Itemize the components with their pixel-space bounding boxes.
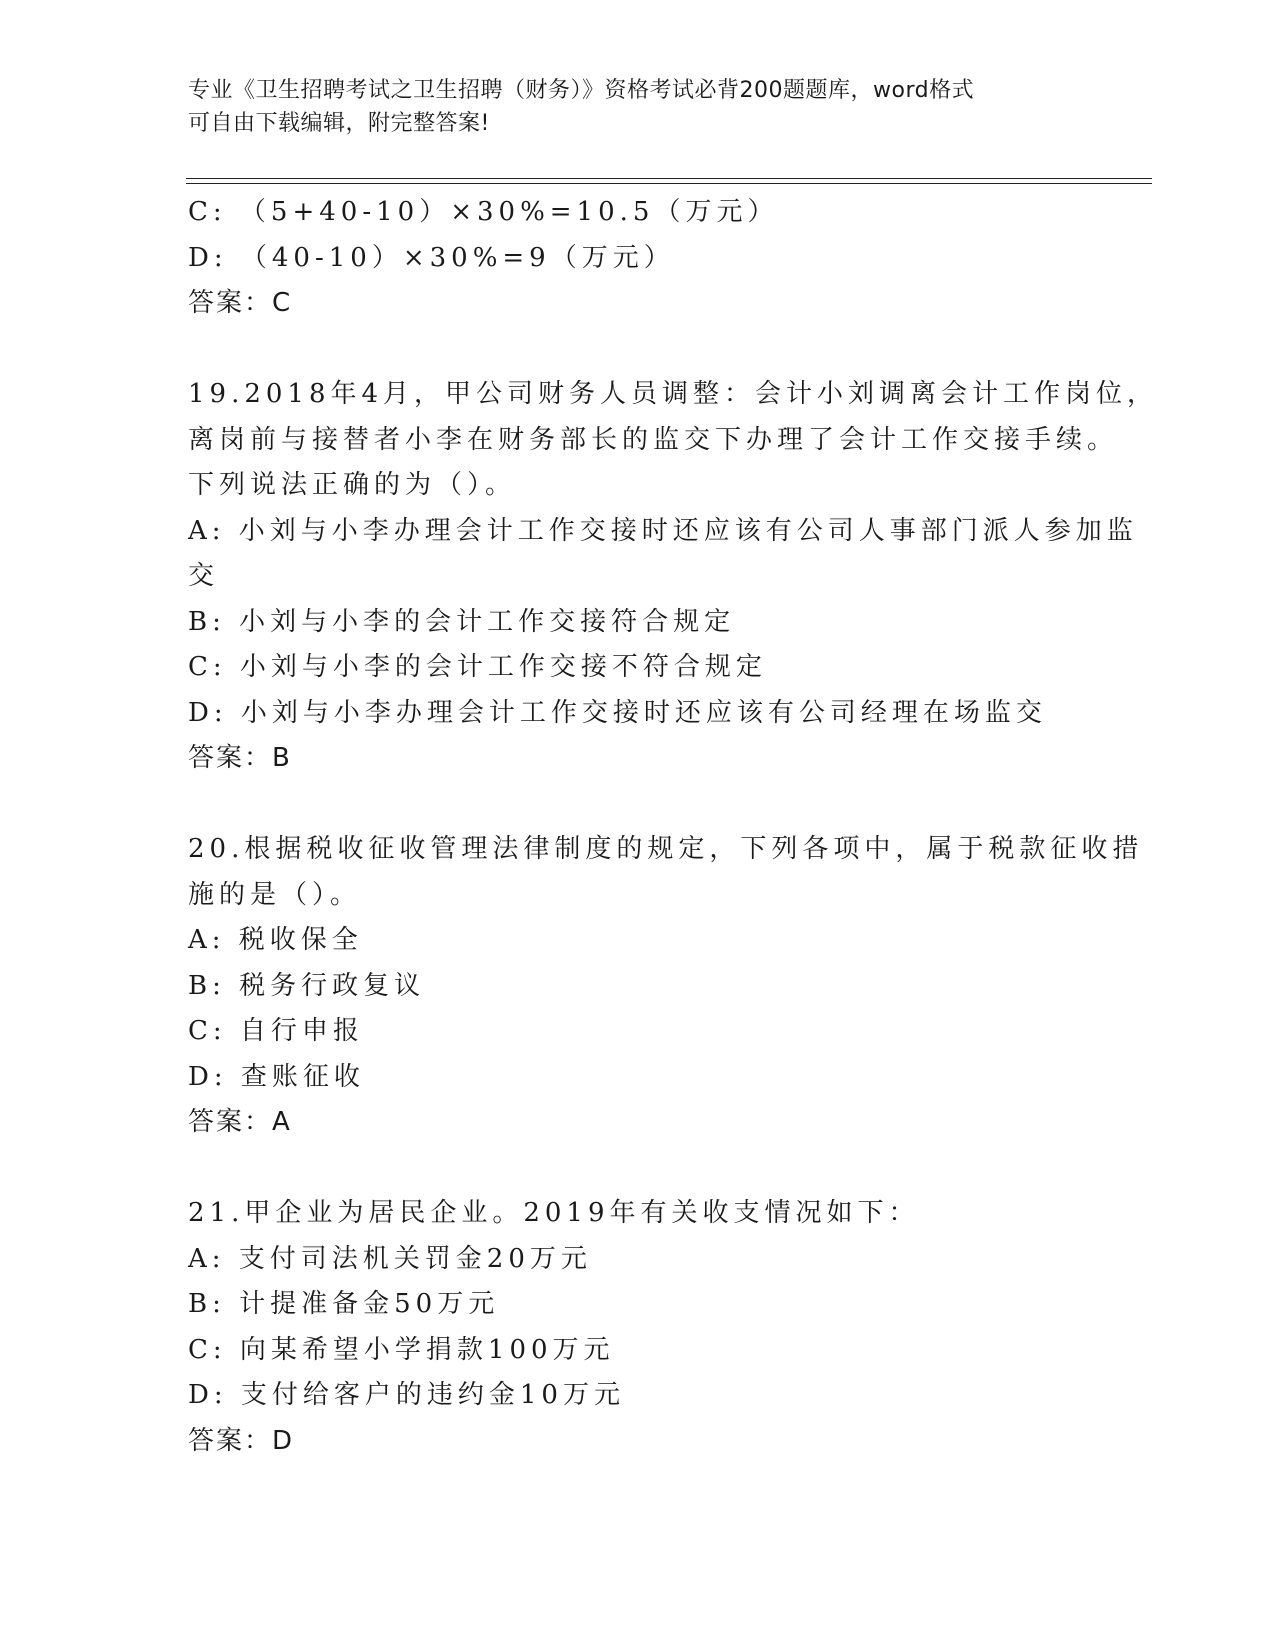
answer-label: 答案：C [188, 288, 293, 318]
answer-label: 答案：D [188, 1425, 295, 1456]
question-stem-line: 施的是（）。 [188, 879, 362, 910]
header-line-1: 专业《卫生招聘考试之卫生招聘（财务）》资格考试必背200题题库，word格式 [188, 78, 975, 103]
option-c: C: 自行申报 [188, 1016, 364, 1046]
question-stem-line: 下列说法正确的为（）。 [188, 470, 517, 500]
option-d: D: 查账征收 [188, 1061, 365, 1092]
option-a: A: 税收保全 [188, 925, 363, 955]
question-stem-line: 21.甲企业为居民企业。2019年有关收支情况如下： [188, 1198, 920, 1228]
option-b: B: 计提准备金50万元 [188, 1289, 500, 1319]
document-header [188, 74, 1068, 140]
header-divider-bottom [186, 183, 1152, 184]
option-c: C: 向某希望小学捐款100万元 [188, 1334, 615, 1365]
question-19 [188, 372, 1159, 782]
option-a: A: 支付司法机关罚金20万元 [188, 1243, 592, 1274]
spacer [188, 327, 1088, 373]
option-d: D: 支付给客户的违约金10万元 [188, 1380, 625, 1410]
question-20 [188, 827, 1144, 1146]
header-divider-top [186, 178, 1152, 179]
option-c: C: （5+40-10）×30%=10.5（万元） [188, 197, 779, 227]
spacer [188, 782, 1088, 828]
question-stem-line: 离岗前与接替者小李在财务部长的监交下办理了会计工作交接手续。 [188, 424, 1119, 455]
question-21 [188, 1191, 1088, 1464]
question-stem-line: 19.2018年4月，甲公司财务人员调整：会计小刘调离会计工作岗位， [188, 379, 1159, 409]
option-d: D: （40-10）×30%=9（万元） [188, 242, 675, 273]
header-line-2: 可自由下载编辑，附完整答案! [188, 111, 490, 136]
option-d: D: 小刘与小李办理会计工作交接时还应该有公司经理在场监交 [188, 697, 1047, 728]
spacer [188, 1146, 1088, 1192]
answer-label: 答案：A [188, 1107, 292, 1137]
option-b: B: 小刘与小李的会计工作交接符合规定 [188, 606, 736, 637]
option-a-continued: 交 [188, 561, 220, 591]
option-b: B: 税务行政复议 [188, 970, 426, 1001]
option-c: C: 小刘与小李的会计工作交接不符合规定 [188, 652, 767, 682]
question-stem-line: 20.根据税收征收管理法律制度的规定，下列各项中，属于税款征收措 [188, 834, 1144, 864]
answer-label: 答案：B [188, 743, 292, 773]
document-body [188, 190, 1159, 1464]
option-a: A: 小刘与小李办理会计工作交接时还应该有公司人事部门派人参加监 [188, 515, 1138, 546]
